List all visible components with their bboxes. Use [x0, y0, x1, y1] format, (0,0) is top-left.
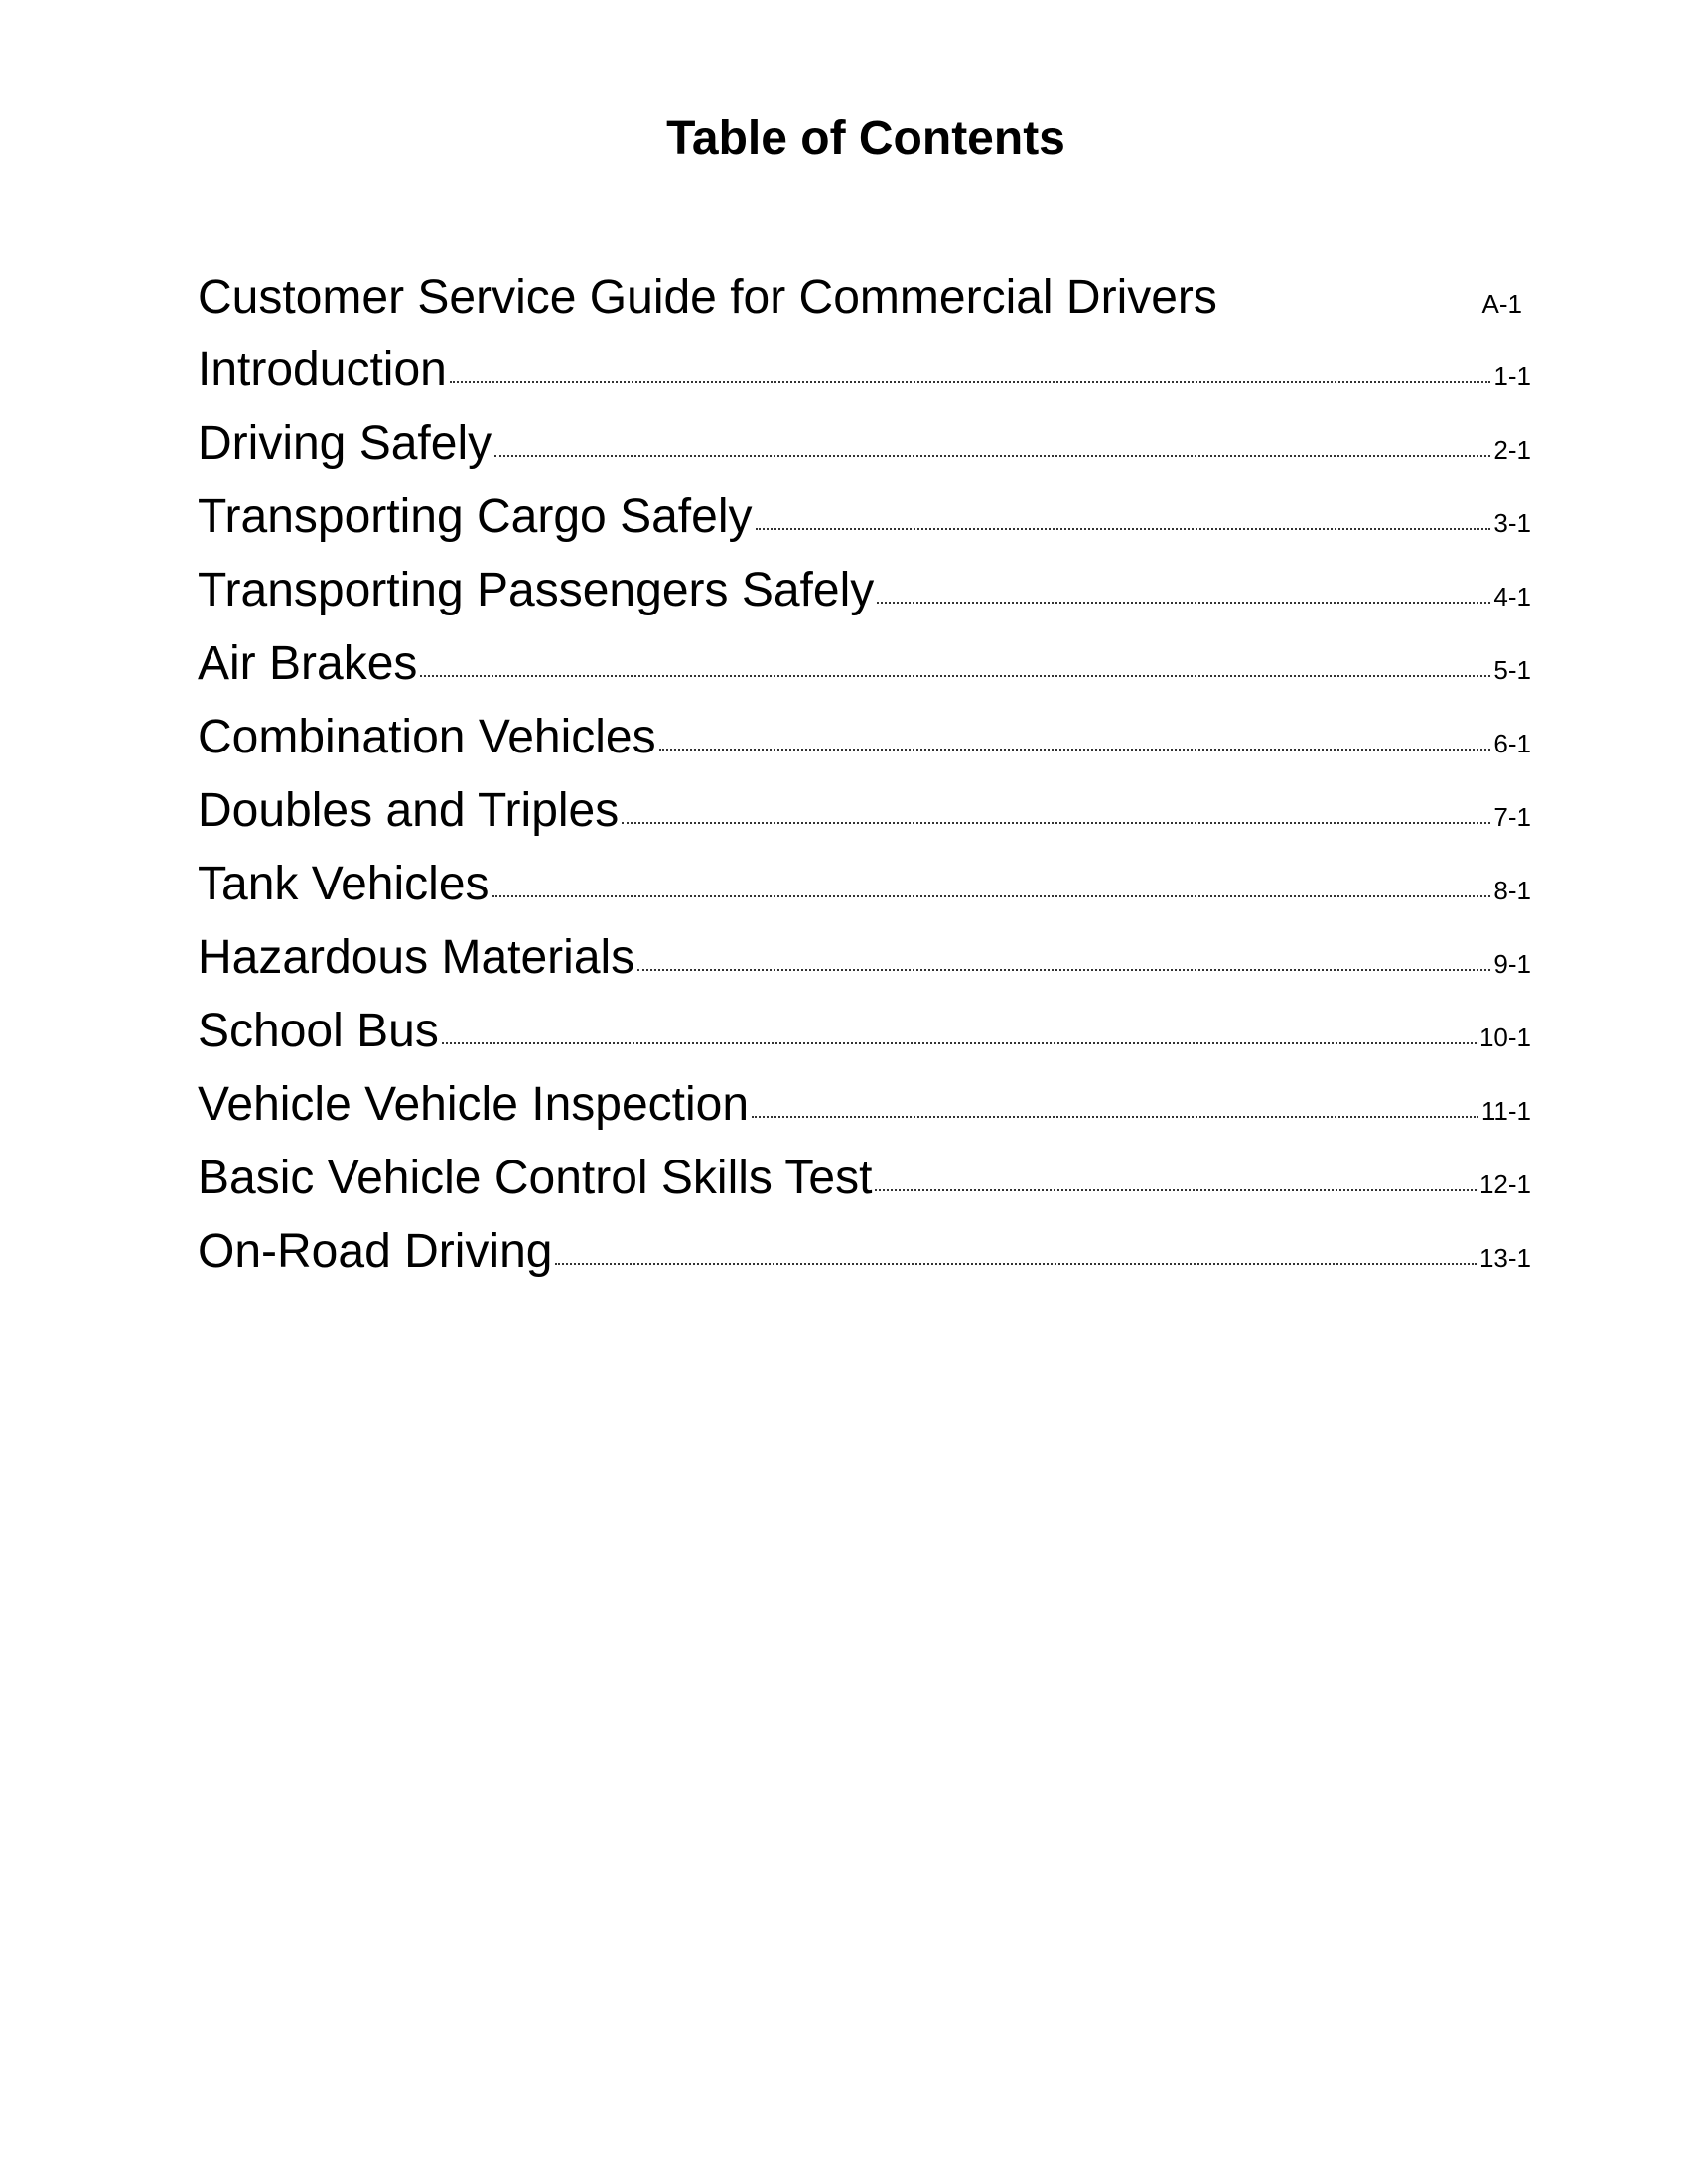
- toc-entry-combination-vehicles[interactable]: [198, 708, 1531, 781]
- toc-entry-page-number: 6-1: [1493, 729, 1531, 758]
- toc-entry-transporting-passengers-safely[interactable]: [198, 561, 1531, 634]
- toc-entry-title: On-Road Driving: [198, 1225, 553, 1278]
- toc-dot-leader: [622, 822, 1490, 824]
- toc-entry-page-number: A-1: [1481, 289, 1522, 319]
- toc-entry-title: Doubles and Triples: [198, 784, 620, 837]
- toc-dot-leader: [494, 455, 1490, 457]
- toc-dot-leader: [875, 1189, 1477, 1191]
- toc-entry-page-number: 10-1: [1478, 1023, 1531, 1052]
- toc-entry-air-brakes[interactable]: [198, 634, 1531, 708]
- toc-entry-page-number: 3-1: [1493, 508, 1531, 538]
- toc-entry-transporting-cargo-safely[interactable]: [198, 487, 1531, 561]
- toc-entry-page-number: 5-1: [1493, 655, 1531, 685]
- toc-entry-title: Hazardous Materials: [198, 931, 635, 984]
- toc-entry-page-number: 11-1: [1480, 1096, 1531, 1126]
- toc-entry-page-number: 8-1: [1493, 876, 1531, 905]
- toc-entry-title: Vehicle Vehicle Inspection: [198, 1078, 750, 1131]
- toc-entry-title: Driving Safely: [198, 417, 492, 470]
- toc-entry-title: Air Brakes: [198, 637, 418, 690]
- toc-entry-driving-safely[interactable]: [198, 414, 1531, 487]
- toc-dot-leader: [877, 602, 1490, 604]
- toc-dot-leader: [555, 1263, 1476, 1265]
- toc-entry-page-number: 12-1: [1478, 1169, 1531, 1199]
- toc-entry-title: Introduction: [198, 343, 447, 396]
- table-of-contents: [198, 268, 1531, 1296]
- page-title: Table of Contents: [666, 112, 1065, 165]
- toc-entry-page-number: 4-1: [1493, 582, 1531, 612]
- toc-entry-introduction[interactable]: [198, 341, 1531, 414]
- toc-dot-leader: [492, 895, 1491, 897]
- toc-entry-page-number: 2-1: [1493, 435, 1531, 465]
- toc-entry-title: Transporting Passengers Safely: [198, 564, 875, 616]
- toc-entry-page-number: 7-1: [1493, 802, 1531, 832]
- toc-dot-leader: [659, 749, 1491, 751]
- toc-entry-page-number: 9-1: [1493, 949, 1531, 979]
- toc-entry-title: Basic Vehicle Control Skills Test: [198, 1152, 873, 1204]
- toc-entry-vehicle-inspection[interactable]: [198, 1075, 1531, 1149]
- toc-entry-title: Tank Vehicles: [198, 858, 490, 910]
- toc-dot-leader: [450, 381, 1491, 383]
- toc-entry-title: Combination Vehicles: [198, 711, 656, 763]
- toc-entry-tank-vehicles[interactable]: [198, 855, 1531, 928]
- toc-entry-title: Customer Service Guide for Commercial Drivers: [198, 271, 1217, 324]
- toc-entry-title: School Bus: [198, 1005, 439, 1057]
- toc-entry-customer-service-guide[interactable]: [198, 268, 1531, 341]
- toc-entry-school-bus[interactable]: [198, 1002, 1531, 1075]
- toc-entry-basic-vehicle-control-skills-test[interactable]: [198, 1149, 1531, 1222]
- toc-dot-leader: [752, 1116, 1478, 1118]
- toc-entry-hazardous-materials[interactable]: [198, 928, 1531, 1002]
- toc-dot-leader: [756, 528, 1491, 530]
- toc-dot-leader: [637, 969, 1490, 971]
- toc-entry-page-number: 1-1: [1493, 361, 1531, 391]
- toc-dot-leader: [420, 675, 1490, 677]
- toc-entry-doubles-and-triples[interactable]: [198, 781, 1531, 855]
- toc-dot-leader: [442, 1042, 1477, 1044]
- toc-entry-on-road-driving[interactable]: [198, 1222, 1531, 1296]
- toc-entry-title: Transporting Cargo Safely: [198, 490, 753, 543]
- toc-entry-page-number: 13-1: [1478, 1243, 1531, 1273]
